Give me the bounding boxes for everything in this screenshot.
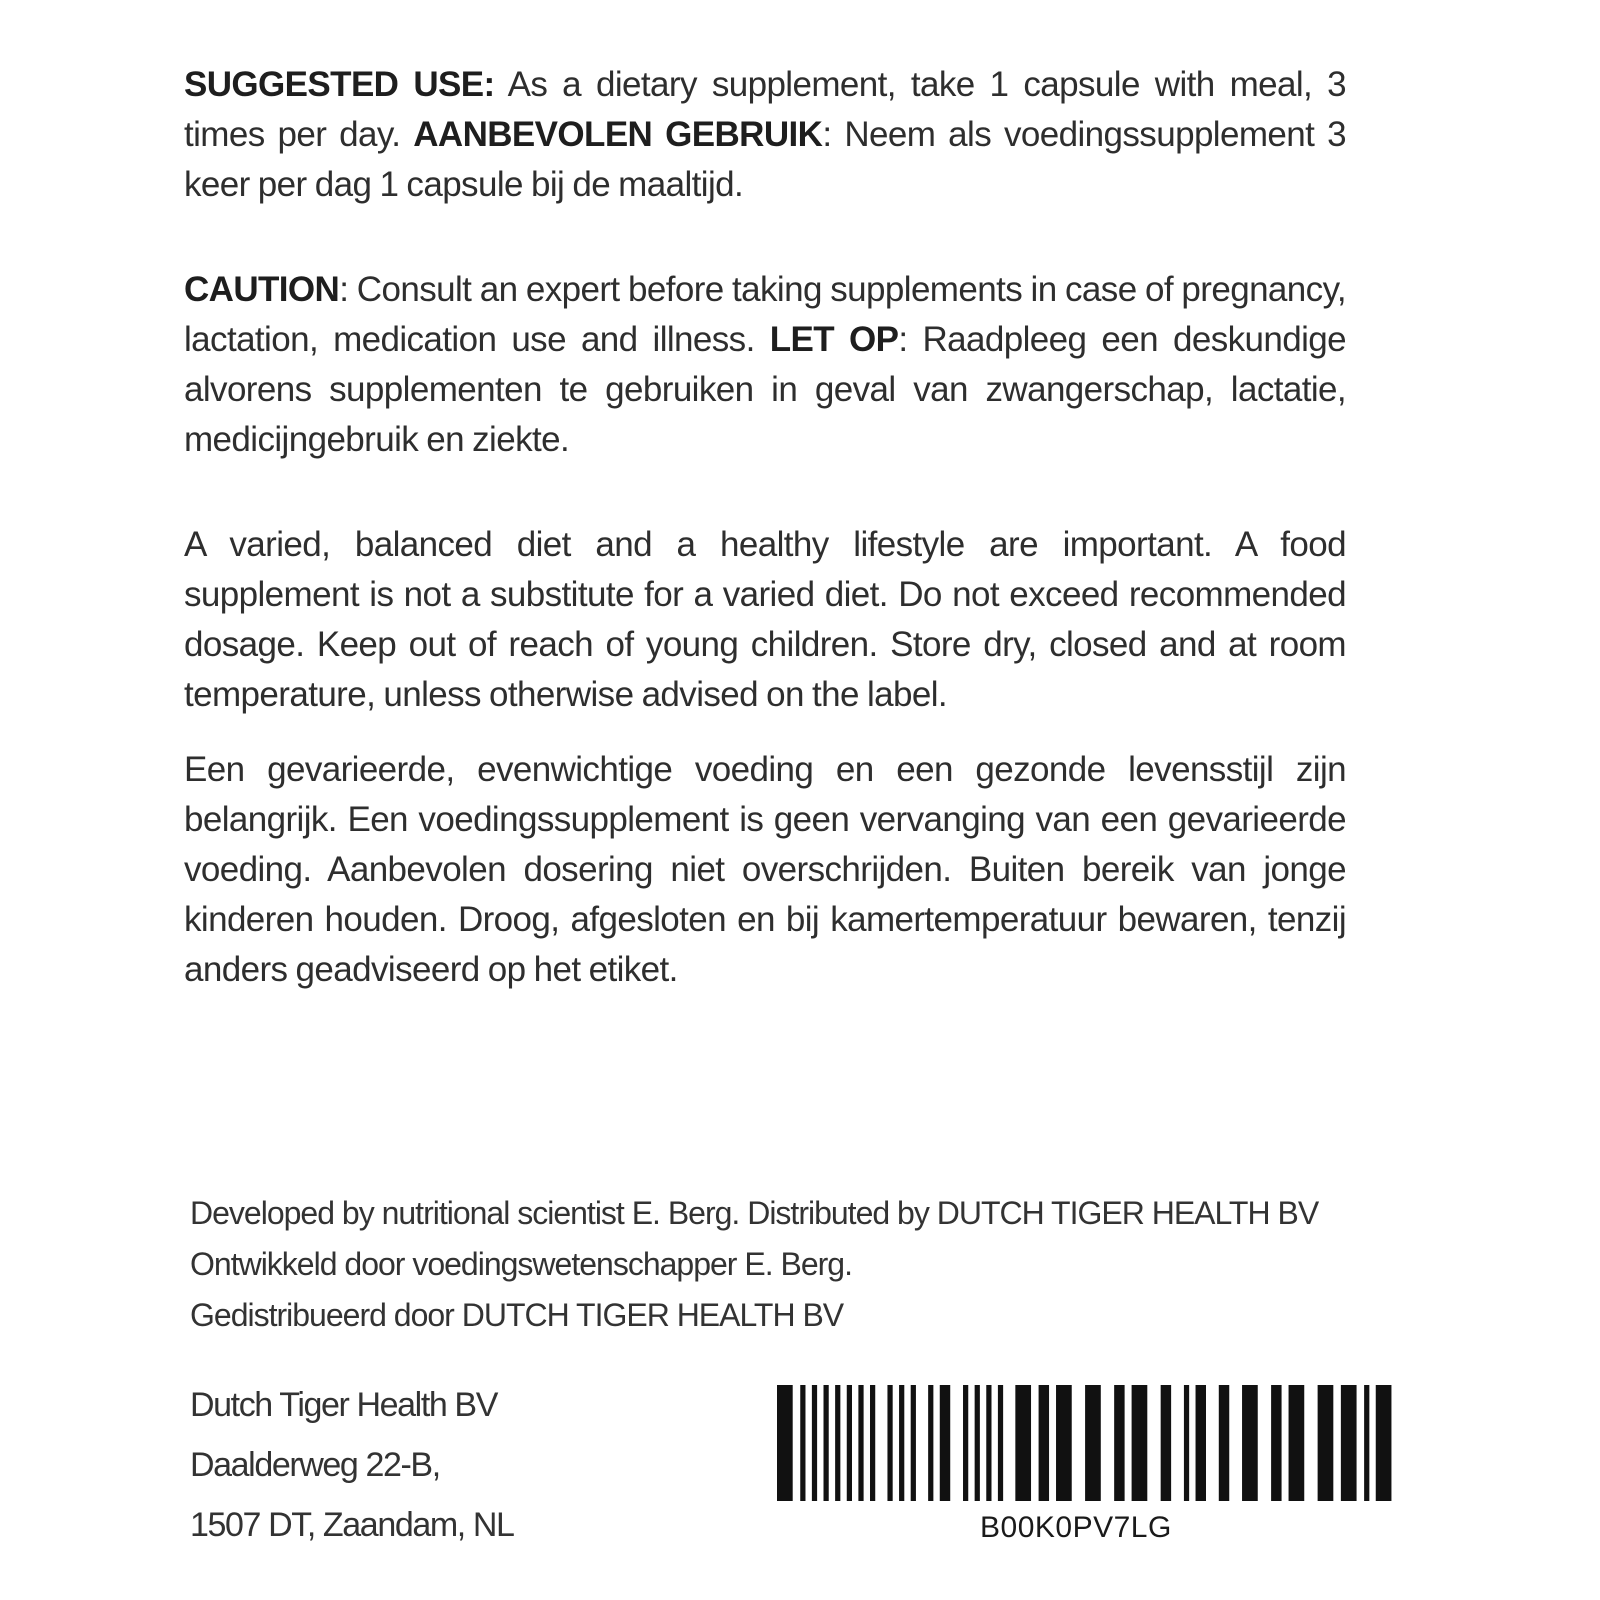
diet-advice-dutch: Een gevarieerde, evenwichtige voeding en een gezonde levensstijl zijn belangrijk. Een voedingssupplement is geen vervanging van een gevarieerde voeding. Aanbevolen dosering niet overschrijden. Buiten bereik van jonge kinderen houden. Droog, afgesloten en bij kamertemperatuur bewaren, tenzij anders geadviseerd op het etiket. (184, 750, 1346, 989)
barcode-bar (911, 1385, 916, 1501)
barcode-bar (858, 1385, 863, 1501)
barcode-bar (800, 1385, 805, 1501)
barcode-bar (1085, 1385, 1101, 1501)
barcode-bar (998, 1385, 1003, 1501)
barcode-bar (777, 1385, 793, 1501)
barcode-bar (1056, 1385, 1072, 1501)
barcode-bar (1196, 1385, 1206, 1501)
barcode-bar (963, 1385, 968, 1501)
barcode-bar (940, 1385, 950, 1501)
barcode-bar (975, 1385, 980, 1501)
barcode-bar (1341, 1385, 1357, 1501)
caution-text: : Consult an expert before taking supplements in case of pregnancy, lactation, medication use and illness. (184, 270, 1346, 359)
suggested-use-paragraph (184, 60, 1346, 210)
barcode-bar (1242, 1385, 1258, 1501)
barcode-bar (812, 1385, 817, 1501)
barcode-bar (1289, 1385, 1305, 1501)
barcode-bar (1161, 1385, 1171, 1501)
credits-line-english: Developed by nutritional scientist E. Berg. Distributed by DUTCH TIGER HEALTH BV (190, 1195, 1319, 1231)
barcode-number: B00K0PV7LG (980, 1511, 1172, 1544)
barcode-bar (1015, 1385, 1031, 1501)
barcode-bar (1039, 1385, 1049, 1501)
barcode-bar (1376, 1385, 1392, 1501)
credits-line-dutch-distributor: Gedistribueerd door DUTCH TIGER HEALTH BV (190, 1297, 844, 1333)
barcode-bar (1132, 1385, 1148, 1501)
caution-heading: CAUTION (184, 270, 340, 309)
caution-paragraph (184, 265, 1346, 465)
barcode-bar (986, 1385, 991, 1501)
company-city: 1507 DT, Zaandam, NL (190, 1506, 514, 1544)
barcode-bar (1219, 1385, 1229, 1501)
barcode-bar (1271, 1385, 1281, 1501)
barcode-bar (1114, 1385, 1124, 1501)
barcode-bar (1318, 1385, 1334, 1501)
company-address (190, 1375, 514, 1555)
barcode-graphic (777, 1385, 1399, 1501)
suggested-use-heading: SUGGESTED USE: (184, 65, 495, 104)
barcode-bar (835, 1385, 840, 1501)
let-op-text: : Raadpleeg een deskundige alvorens supplementen te gebruiken in geval van zwangerschap, lactatie, medicijngebruik en ziekte. (184, 320, 1347, 459)
company-street: Daalderweg 22-B, (190, 1446, 440, 1484)
credits-block (190, 1188, 1318, 1341)
barcode-bar (1364, 1385, 1369, 1501)
barcode-bar (847, 1385, 852, 1501)
barcode-bar (824, 1385, 829, 1501)
aanbevolen-gebruik-text: : Neem als voedingssupplement 3 keer per dag 1 capsule bij de maaltijd. (184, 115, 1347, 204)
barcode-bar (928, 1385, 933, 1501)
credits-line-dutch-developer: Ontwikkeld door voedingswetenschapper E. Berg. (190, 1246, 852, 1282)
diet-advice-english: A varied, balanced diet and a healthy lifestyle are important. A food supplement is not a substitute for a varied diet. Do not exceed recommended dosage. Keep out of reach of young children. Store dry, closed and at room temperature, unless otherwise advised on the label. (184, 525, 1346, 714)
barcode-bar (899, 1385, 904, 1501)
let-op-heading: LET OP (769, 320, 899, 359)
barcode-bar (870, 1385, 875, 1501)
barcode-bar (887, 1385, 892, 1501)
barcode-bar (1184, 1385, 1189, 1501)
aanbevolen-gebruik-heading: AANBEVOLEN GEBRUIK (413, 115, 823, 154)
suggested-use-text: As a dietary supplement, take 1 capsule with meal, 3 times per day. (184, 65, 1346, 154)
company-name: Dutch Tiger Health BV (190, 1386, 497, 1424)
